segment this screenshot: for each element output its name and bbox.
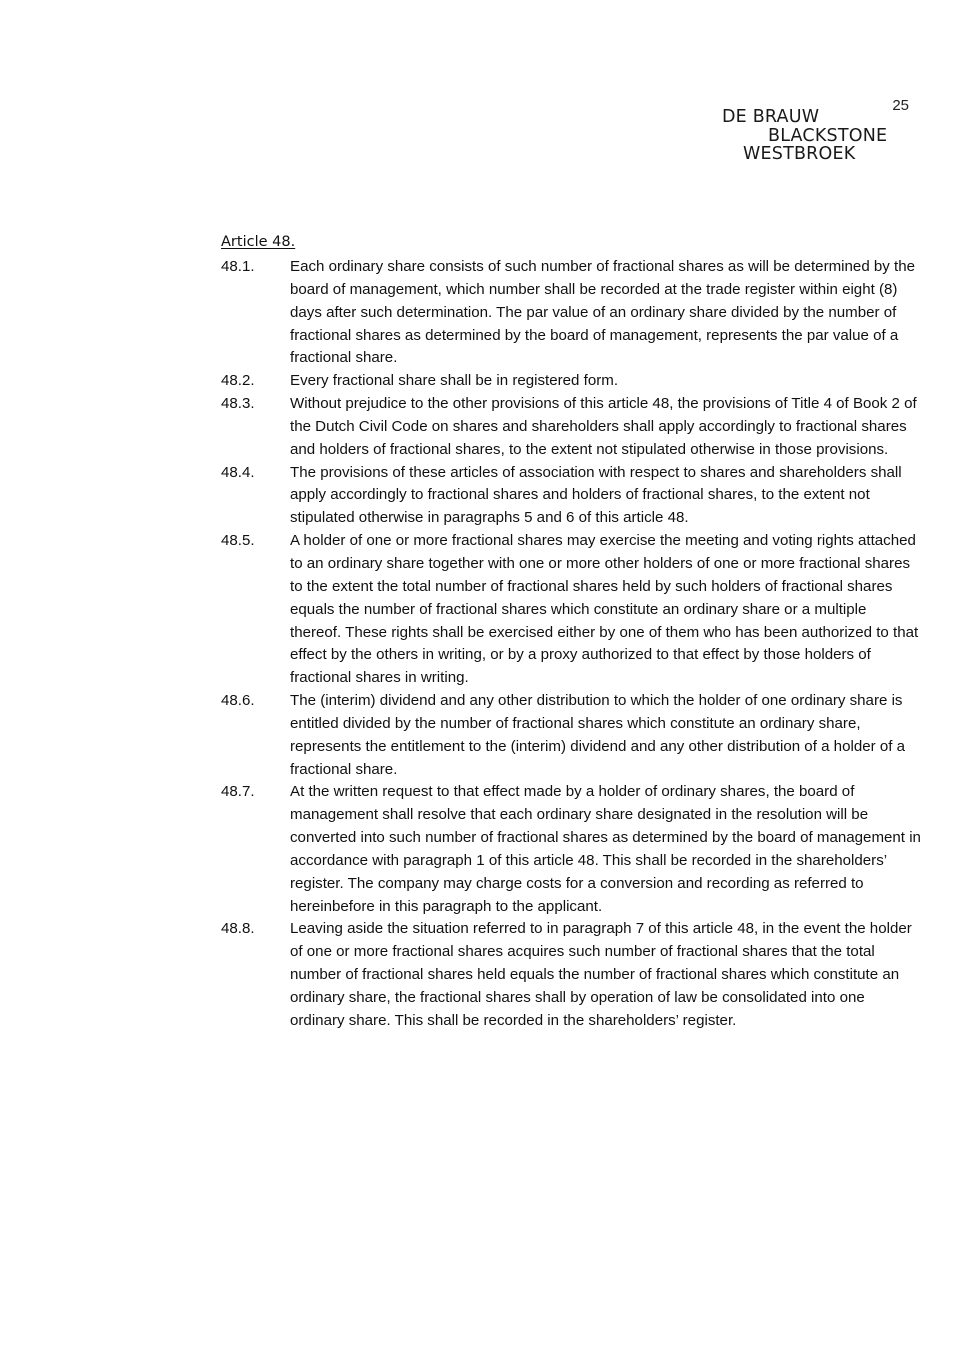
clause-48-1 — [221, 256, 921, 370]
clause-number: 48.4. — [221, 463, 255, 481]
clause-number: 48.6. — [221, 692, 255, 710]
article-heading: Article 48. — [221, 234, 296, 250]
clause-text: A holder of one or more fractional shares may exercise the meeting and voting rights attached to an ordinary share together with one or more other holders of one or more fractional shares to the extent the total number of fractional shares held by such holders of fractional shares equals the number of fractional shares which constitute an ordinary share or a multiple thereof. These rights shall be exercised either by one of them who has been authorized to that effect by the others in writing, or by a proxy authorized to that effect by those holders of fractional shares in writing. — [290, 532, 919, 687]
clause-number: 48.3. — [221, 395, 255, 413]
clause-48-6 — [221, 690, 921, 781]
clause-number: 48.7. — [221, 783, 255, 801]
clause-text: Each ordinary share consists of such number of fractional shares as will be determined by the board of management, which number shall be recorded at the trade register within eight (8) days after such determination. The par value of an ordinary share divided by the number of fractional shares as determined by the board of management, represents the par value of a fractional share. — [290, 258, 916, 367]
firm-logo — [722, 108, 887, 164]
clause-text: Every fractional share shall be in registered form. — [290, 372, 619, 390]
clause-text: Without prejudice to the other provisions of this article 48, the provisions of Title 4 of Book 2 of the Dutch Civil Code on shares and shareholders shall apply accordingly to fractional shares and holders of fractional shares, to the extent not stipulated otherwise in those provisions. — [290, 395, 917, 458]
clause-48-7 — [221, 781, 921, 918]
page-number: 25 — [892, 97, 909, 114]
clause-48-2 — [221, 370, 921, 393]
clause-text: The (interim) dividend and any other distribution to which the holder of one ordinary share is entitled divided by the number of fractional shares which constitute an ordinary share, represents the entitlement to the (interim) dividend and any other distribution of a holder of a fractional share. — [290, 692, 906, 778]
clause-text: Leaving aside the situation referred to in paragraph 7 of this article 48, in the event the holder of one or more fractional shares acquires such number of fractional shares that the total number of fractional shares held equals the number of fractional shares which constitute an ordinary share, the fractional shares shall by operation of law be consolidated into one ordinary share. This shall be recorded in the shareholders’ register. — [290, 920, 912, 1029]
clause-number: 48.1. — [221, 258, 255, 275]
clause-48-5 — [221, 530, 921, 690]
clause-48-8 — [221, 918, 921, 1032]
logo-line-2: BLACKSTONE — [768, 125, 888, 146]
clause-text: The provisions of these articles of association with respect to shares and shareholders shall apply accordingly to fractional shares and holders of fractional shares, to the extent not stipulated otherwise in paragraphs 5 and 6 of this article 48. — [290, 463, 902, 527]
clause-number: 48.2. — [221, 372, 255, 390]
clause-48-4 — [221, 462, 921, 531]
clause-number: 48.5. — [221, 532, 255, 550]
logo-line-3: WESTBROEK — [743, 144, 856, 164]
clause-48-3 — [221, 393, 921, 462]
logo-line-1: DE BRAUW — [722, 107, 820, 127]
clause-number: 48.8. — [221, 920, 255, 938]
clause-list — [221, 256, 921, 1033]
clause-text: At the written request to that effect made by a holder of ordinary shares, the board of management shall resolve that each ordinary share designated in the resolution will be converted into such number of fractional shares as determined by the board of management in accordance with paragraph 1 of this article 48. This shall be recorded in the shareholders’ register. The company may charge costs for a conversion and recording as referred to hereinbefore in this paragraph to the applicant. — [290, 783, 921, 915]
